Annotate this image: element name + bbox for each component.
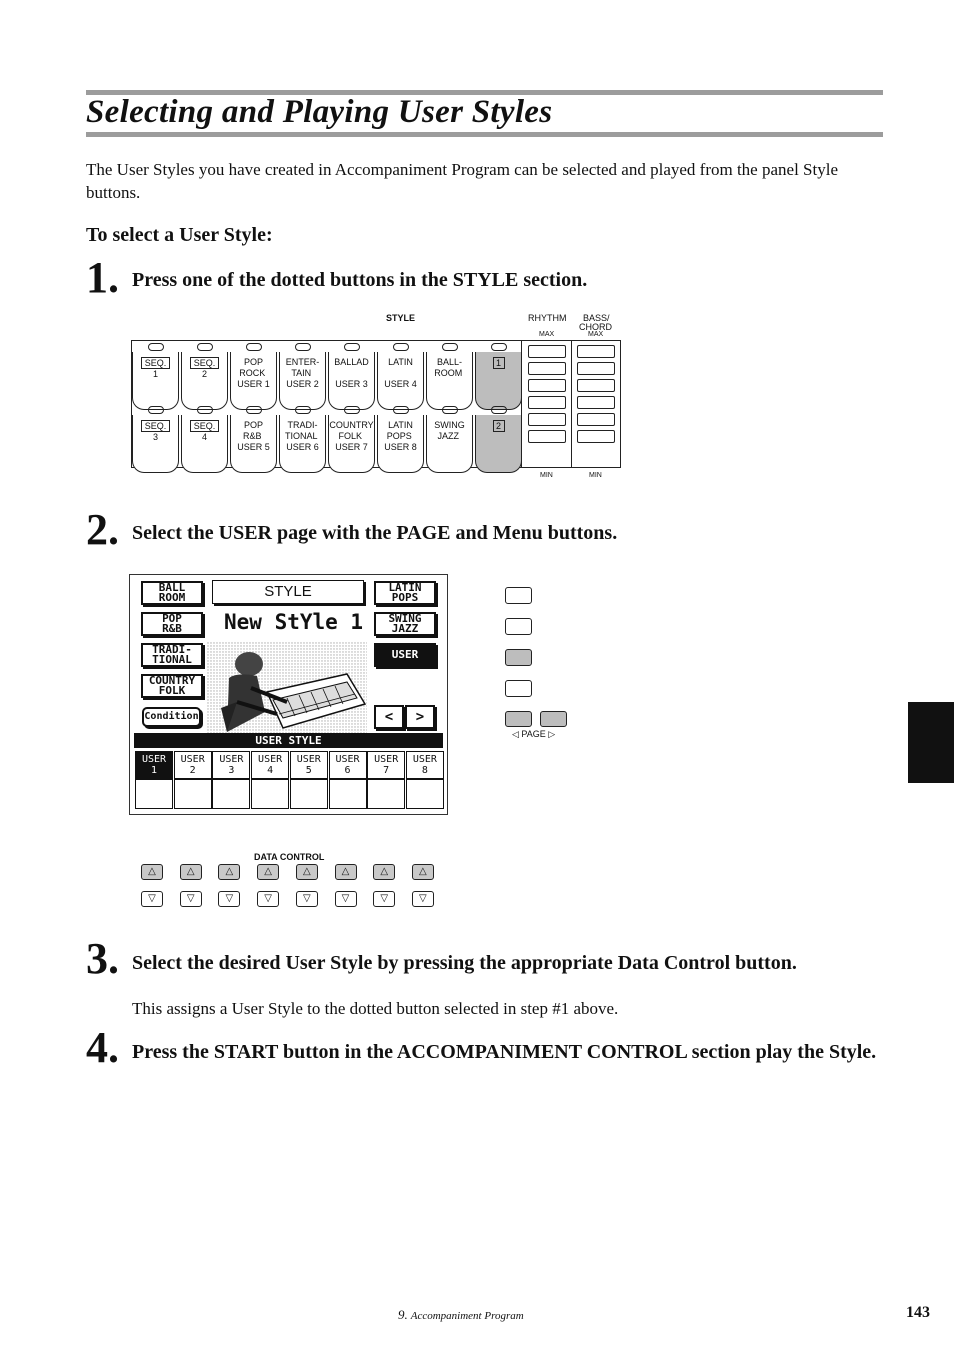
style-button-1-6[interactable]: LATIN USER 4 — [377, 352, 424, 410]
bass-chord-volume-step[interactable] — [577, 430, 615, 443]
lcd-empty-cell — [406, 779, 444, 809]
lcd-latin-pops-button[interactable]: LATIN POPS — [374, 581, 436, 605]
step-3-note: This assigns a User Style to the dotted button selected in step #1 above. — [132, 999, 619, 1018]
style-button-2-3[interactable]: POP R&B USER 5 — [230, 415, 277, 473]
lcd-empty-cell — [174, 779, 212, 809]
user-style-slot[interactable]: USER 1 — [135, 751, 173, 779]
step-4-text: Press the START button in the ACCOMPANIMENT CONTROL section play the Style. — [132, 1041, 877, 1063]
rhythm-volume-step[interactable] — [528, 345, 566, 358]
step-1-number: 1. — [86, 253, 119, 302]
page-back-button[interactable] — [505, 711, 532, 727]
style-button-indicator — [295, 343, 311, 351]
style-button-indicator — [148, 406, 164, 414]
style-button-indicator — [491, 343, 507, 351]
rhythm-volume-step[interactable] — [528, 396, 566, 409]
style-button-1-2[interactable]: SEQ. 2 — [181, 352, 228, 410]
lcd-empty-cell — [290, 779, 328, 809]
lcd-empty-cell — [135, 779, 173, 809]
bass-chord-volume-step[interactable] — [577, 396, 615, 409]
style-button-indicator — [246, 406, 262, 414]
user-style-slot[interactable]: USER 6 — [329, 751, 367, 779]
bass-chord-volume-step[interactable] — [577, 345, 615, 358]
style-button-2-2[interactable]: SEQ. 4 — [181, 415, 228, 473]
lcd-empty-cell — [367, 779, 405, 809]
lcd-ballroom-button[interactable]: BALL ROOM — [141, 581, 203, 605]
data-control-down-button[interactable]: ▽ — [373, 891, 395, 907]
style-button-indicator — [344, 343, 360, 351]
page-title: Selecting and Playing User Styles — [86, 94, 553, 130]
data-control-down-button[interactable]: ▽ — [257, 891, 279, 907]
step-1-text: Press one of the dotted buttons in the STYLE section. — [132, 269, 588, 291]
style-button-indicator — [148, 343, 164, 351]
style-memory-button-2[interactable]: 2 — [475, 415, 522, 473]
bass-max-label: MAX — [588, 331, 604, 338]
lcd-pop-rnb-button[interactable]: POP R&B — [141, 612, 203, 636]
user-style-slot[interactable]: USER 7 — [367, 751, 405, 779]
menu-button-4[interactable] — [505, 680, 532, 697]
user-style-bar: USER STYLE — [134, 733, 443, 748]
lcd-traditional-button[interactable]: TRADI- TIONAL — [141, 643, 203, 667]
subheading: To select a User Style: — [86, 224, 273, 246]
menu-button-3[interactable] — [505, 649, 532, 666]
rhythm-volume-step[interactable] — [528, 362, 566, 375]
menu-button-1[interactable] — [505, 587, 532, 604]
lcd-next-arrow-button[interactable]: > — [405, 705, 435, 729]
rhythm-volume-step[interactable] — [528, 379, 566, 392]
lcd-style-name: New StYle 1 — [224, 610, 364, 634]
user-style-slot[interactable]: USER 8 — [406, 751, 444, 779]
user-style-slot[interactable]: USER 2 — [174, 751, 212, 779]
data-control-down-button[interactable]: ▽ — [218, 891, 240, 907]
intro-paragraph: The User Styles you have created in Accompaniment Program can be selected and played from the panel Style buttons. — [86, 160, 838, 202]
style-button-1-1[interactable]: SEQ. 1 — [132, 352, 179, 410]
style-button-indicator — [344, 406, 360, 414]
style-button-2-7[interactable]: SWING JAZZ — [426, 415, 473, 473]
data-control-up-button[interactable]: △ — [412, 864, 434, 880]
lcd-empty-cell — [251, 779, 289, 809]
data-control-label: DATA CONTROL — [254, 852, 325, 862]
data-control-down-button[interactable]: ▽ — [296, 891, 318, 907]
style-button-indicator — [442, 406, 458, 414]
lcd-style-title: STYLE — [212, 580, 364, 604]
style-button-1-3[interactable]: POP ROCK USER 1 — [230, 352, 277, 410]
page-label: ◁ PAGE ▷ — [512, 729, 556, 739]
style-button-indicator — [295, 406, 311, 414]
step-3-text: Select the desired User Style by pressing the appropriate Data Control button. — [132, 952, 797, 974]
lcd-country-folk-button[interactable]: COUNTRY FOLK — [141, 674, 203, 698]
style-button-2-1[interactable]: SEQ. 3 — [132, 415, 179, 473]
data-control-down-button[interactable]: ▽ — [335, 891, 357, 907]
data-control-down-button[interactable]: ▽ — [412, 891, 434, 907]
bass-chord-volume-step[interactable] — [577, 413, 615, 426]
data-control-up-button[interactable]: △ — [335, 864, 357, 880]
lcd-swing-jazz-button[interactable]: SWING JAZZ — [374, 612, 436, 636]
data-control-up-button[interactable]: △ — [296, 864, 318, 880]
organ-player-illustration — [207, 642, 367, 738]
chord-label: CHORD — [579, 322, 612, 332]
rhythm-max-label: MAX — [539, 331, 555, 338]
footer-chapter: 9. Accompaniment Program — [398, 1307, 524, 1322]
page-forward-button[interactable] — [540, 711, 567, 727]
style-button-indicator — [197, 406, 213, 414]
user-style-slot[interactable]: USER 4 — [251, 751, 289, 779]
style-button-indicator — [491, 406, 507, 414]
lcd-empty-cell — [212, 779, 250, 809]
bass-chord-volume-step[interactable] — [577, 379, 615, 392]
step-2-text: Select the USER page with the PAGE and Menu buttons. — [132, 522, 618, 544]
style-memory-button-1[interactable]: 1 — [475, 352, 522, 410]
style-button-indicator — [246, 343, 262, 351]
bass-min-label: MIN — [589, 472, 602, 479]
style-button-2-5[interactable]: COUNTRY FOLK USER 7 — [328, 415, 375, 473]
user-style-slot[interactable]: USER 5 — [290, 751, 328, 779]
lcd-user-button[interactable]: USER — [374, 643, 436, 667]
data-control-up-button[interactable]: △ — [218, 864, 240, 880]
style-button-indicator — [197, 343, 213, 351]
bass-label: BASS/ — [583, 313, 610, 323]
rhythm-label: RHYTHM — [528, 313, 567, 323]
page-number: 143 — [906, 1304, 930, 1321]
data-control-up-button[interactable]: △ — [257, 864, 279, 880]
lcd-empty-cell — [329, 779, 367, 809]
step-4-number: 4. — [86, 1023, 119, 1072]
style-button-2-6[interactable]: LATIN POPS USER 8 — [377, 415, 424, 473]
data-control-down-button[interactable]: ▽ — [180, 891, 202, 907]
step-3-number: 3. — [86, 934, 119, 983]
data-control-up-button[interactable]: △ — [141, 864, 163, 880]
rhythm-volume-step[interactable] — [528, 430, 566, 443]
lcd-prev-arrow-button[interactable]: < — [374, 705, 404, 729]
user-style-slot[interactable]: USER 3 — [212, 751, 250, 779]
data-control-down-button[interactable]: ▽ — [141, 891, 163, 907]
chapter-thumb-tab — [908, 702, 954, 783]
title-rule-bottom — [86, 132, 883, 137]
style-button-1-7[interactable]: BALL- ROOM — [426, 352, 473, 410]
data-control-up-button[interactable]: △ — [180, 864, 202, 880]
style-button-indicator — [393, 406, 409, 414]
menu-button-2[interactable] — [505, 618, 532, 635]
style-button-indicator — [393, 343, 409, 351]
step-2-number: 2. — [86, 505, 119, 554]
data-control-up-button[interactable]: △ — [373, 864, 395, 880]
rhythm-min-label: MIN — [540, 472, 553, 479]
style-button-2-4[interactable]: TRADI- TIONAL USER 6 — [279, 415, 326, 473]
lcd-condition-button[interactable]: Condition — [142, 707, 201, 727]
bass-chord-volume-step[interactable] — [577, 362, 615, 375]
style-button-1-4[interactable]: ENTER- TAIN USER 2 — [279, 352, 326, 410]
style-button-1-5[interactable]: BALLAD USER 3 — [328, 352, 375, 410]
rhythm-volume-step[interactable] — [528, 413, 566, 426]
slider-divider — [571, 340, 572, 468]
style-button-indicator — [442, 343, 458, 351]
style-label: STYLE — [386, 313, 416, 323]
